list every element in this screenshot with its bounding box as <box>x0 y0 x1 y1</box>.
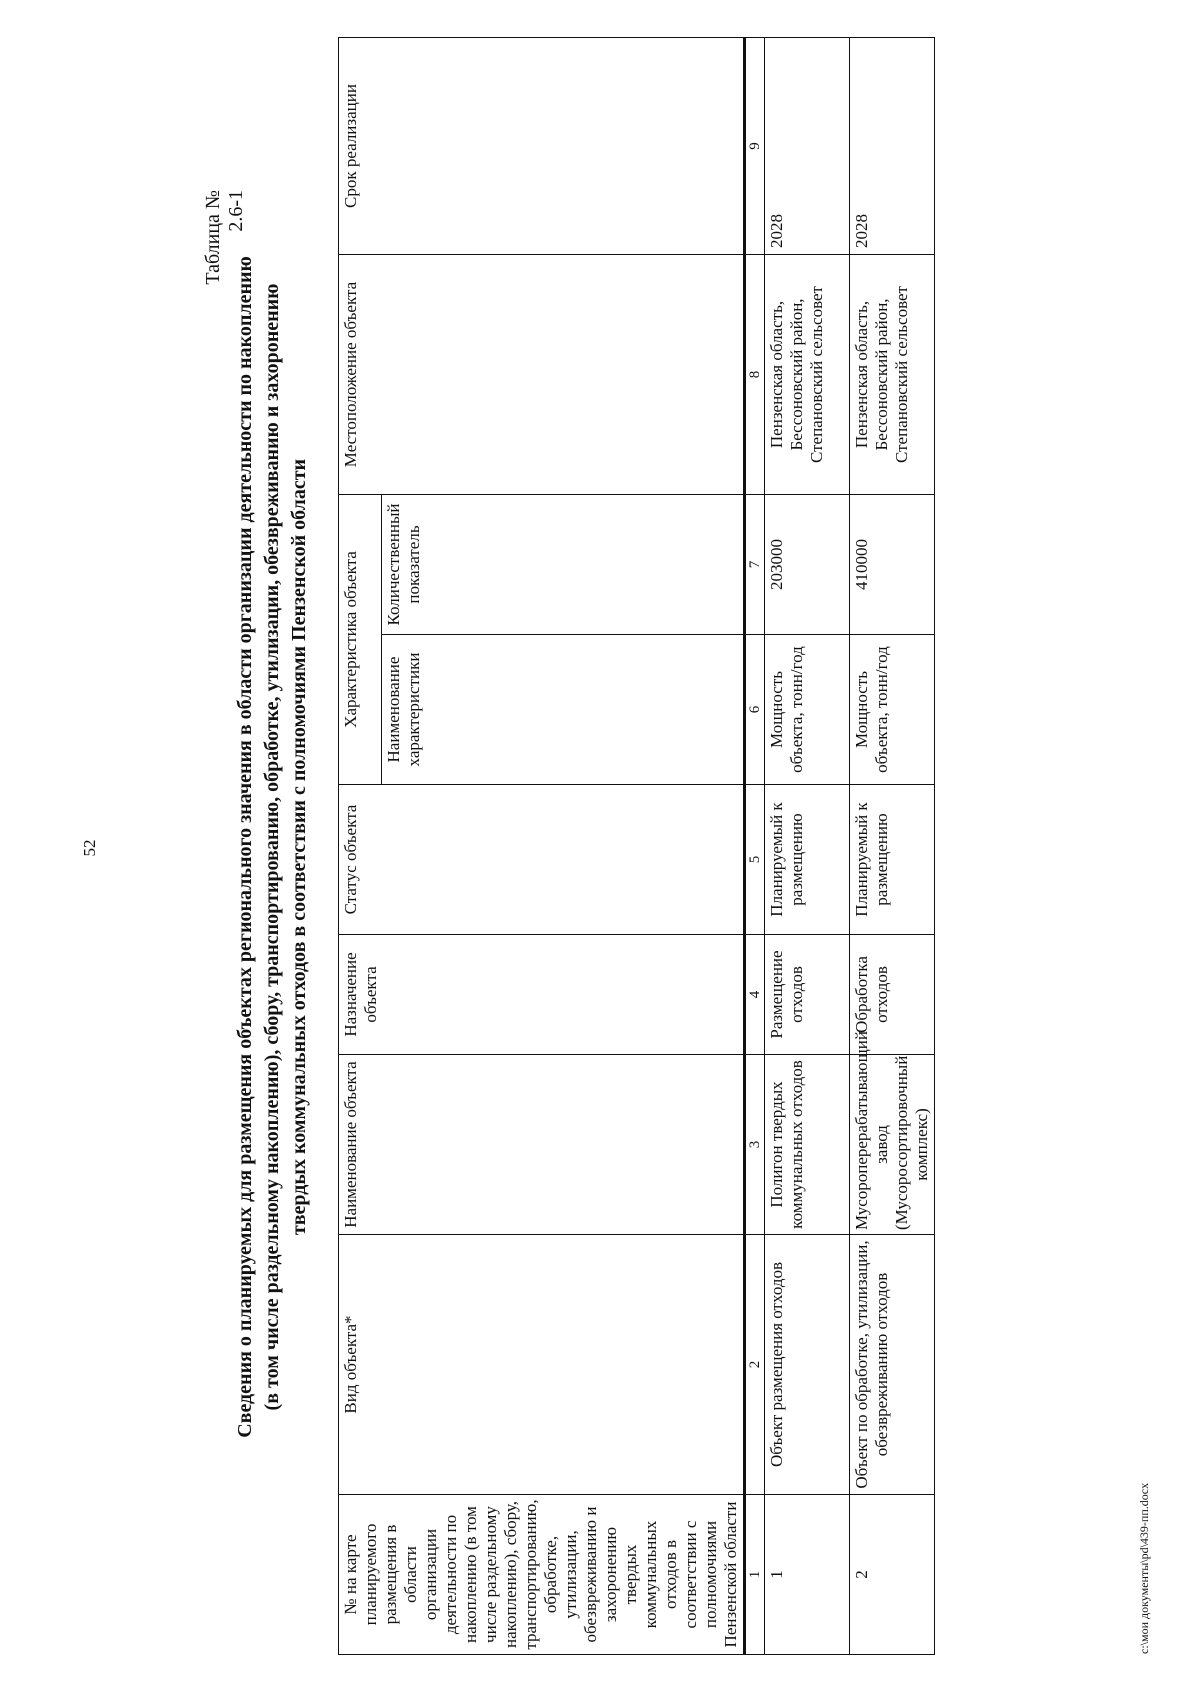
cell-object-purpose: Размещение отходов <box>765 935 850 1055</box>
column-number: 2 <box>745 1235 765 1495</box>
column-number: 1 <box>745 1495 765 1655</box>
footer-file-path: c:\мои документы\pd\439-пп.docx <box>1137 1482 1151 1654</box>
cell-map-number: 2 <box>850 1495 935 1655</box>
cell-characteristic-name: Мощность объекта, тонн/год <box>850 635 935 785</box>
column-number: 9 <box>745 38 765 255</box>
header-implementation-term: Срок реализации <box>339 38 745 255</box>
title-line-3: твердых коммунальных отходов в соответствии с полномочиями Пензенской области <box>288 458 310 1236</box>
cell-object-purpose: Обработка отходов <box>850 935 935 1055</box>
cell-map-number: 1 <box>765 1495 850 1655</box>
cell-object-name: Полигон твердых коммунальных отходов <box>765 1055 850 1235</box>
table-row <box>765 38 850 1655</box>
column-number-row <box>745 38 765 1655</box>
header-object-characteristics: Характеристика объекта <box>339 495 382 785</box>
column-number: 4 <box>745 935 765 1055</box>
document-title <box>232 237 313 1457</box>
cell-object-name: Мусороперерабатывающий завод (Мусоросортировочный комплекс) <box>850 1055 935 1235</box>
header-characteristic-name: Наименование характеристики <box>382 635 745 785</box>
column-number: 8 <box>745 255 765 495</box>
cell-characteristic-value: 203000 <box>765 495 850 635</box>
cell-object-kind: Объект размещения отходов <box>765 1235 850 1495</box>
header-object-status: Статус объекта <box>339 785 745 935</box>
table-row <box>850 38 935 1655</box>
cell-object-status: Планируемый к размещению <box>765 785 850 935</box>
column-number: 5 <box>745 785 765 935</box>
header-characteristic-value: Количественный показатель <box>382 495 745 635</box>
header-map-number: № на карте планируемого размещения в области организации деятельности по накоплению (в том числе раздельному накоплению), сбору, транспортированию, обработке, утилизации, обезвреживанию и захоронению твердых коммунальных отходов в соответствии с полномочиями Пензенской области <box>339 1495 745 1655</box>
cell-characteristic-name: Мощность объекта, тонн/год <box>765 635 850 785</box>
header-object-location: Местоположение объекта <box>339 255 745 495</box>
cell-characteristic-value: 410000 <box>850 495 935 635</box>
title-line-1: Сведения о планируемых для размещения объектах регионального значения в области организации деятельности по накоплению <box>234 256 256 1438</box>
column-number: 3 <box>745 1055 765 1235</box>
header-object-name: Наименование объекта <box>339 1055 745 1235</box>
column-number: 7 <box>745 495 765 635</box>
header-row <box>339 38 382 1655</box>
title-line-2: (в том числе раздельному накоплению), сбору, транспортированию, обработке, утилизации, обезвреживанию и захоронению <box>261 283 283 1411</box>
header-object-kind: Вид объекта* <box>339 1235 745 1495</box>
objects-table-wrapper <box>338 38 935 1655</box>
cell-object-location: Пензенская область, Бессоновский район, Степановский сельсовет <box>850 255 935 495</box>
cell-implementation-term: 2028 <box>765 38 850 255</box>
table-label: Таблица № 2.6-1 <box>202 190 247 285</box>
cell-object-location: Пензенская область, Бессоновский район, Степановский сельсовет <box>765 255 850 495</box>
page-number: 52 <box>80 839 99 857</box>
cell-object-kind: Объект по обработке, утилизации, обезвреживанию отходов <box>850 1235 935 1495</box>
header-object-purpose: Назначение объекта <box>339 935 745 1055</box>
objects-table <box>338 37 935 1655</box>
cell-implementation-term: 2028 <box>850 38 935 255</box>
cell-object-status: Планируемый к размещению <box>850 785 935 935</box>
column-number: 6 <box>745 635 765 785</box>
